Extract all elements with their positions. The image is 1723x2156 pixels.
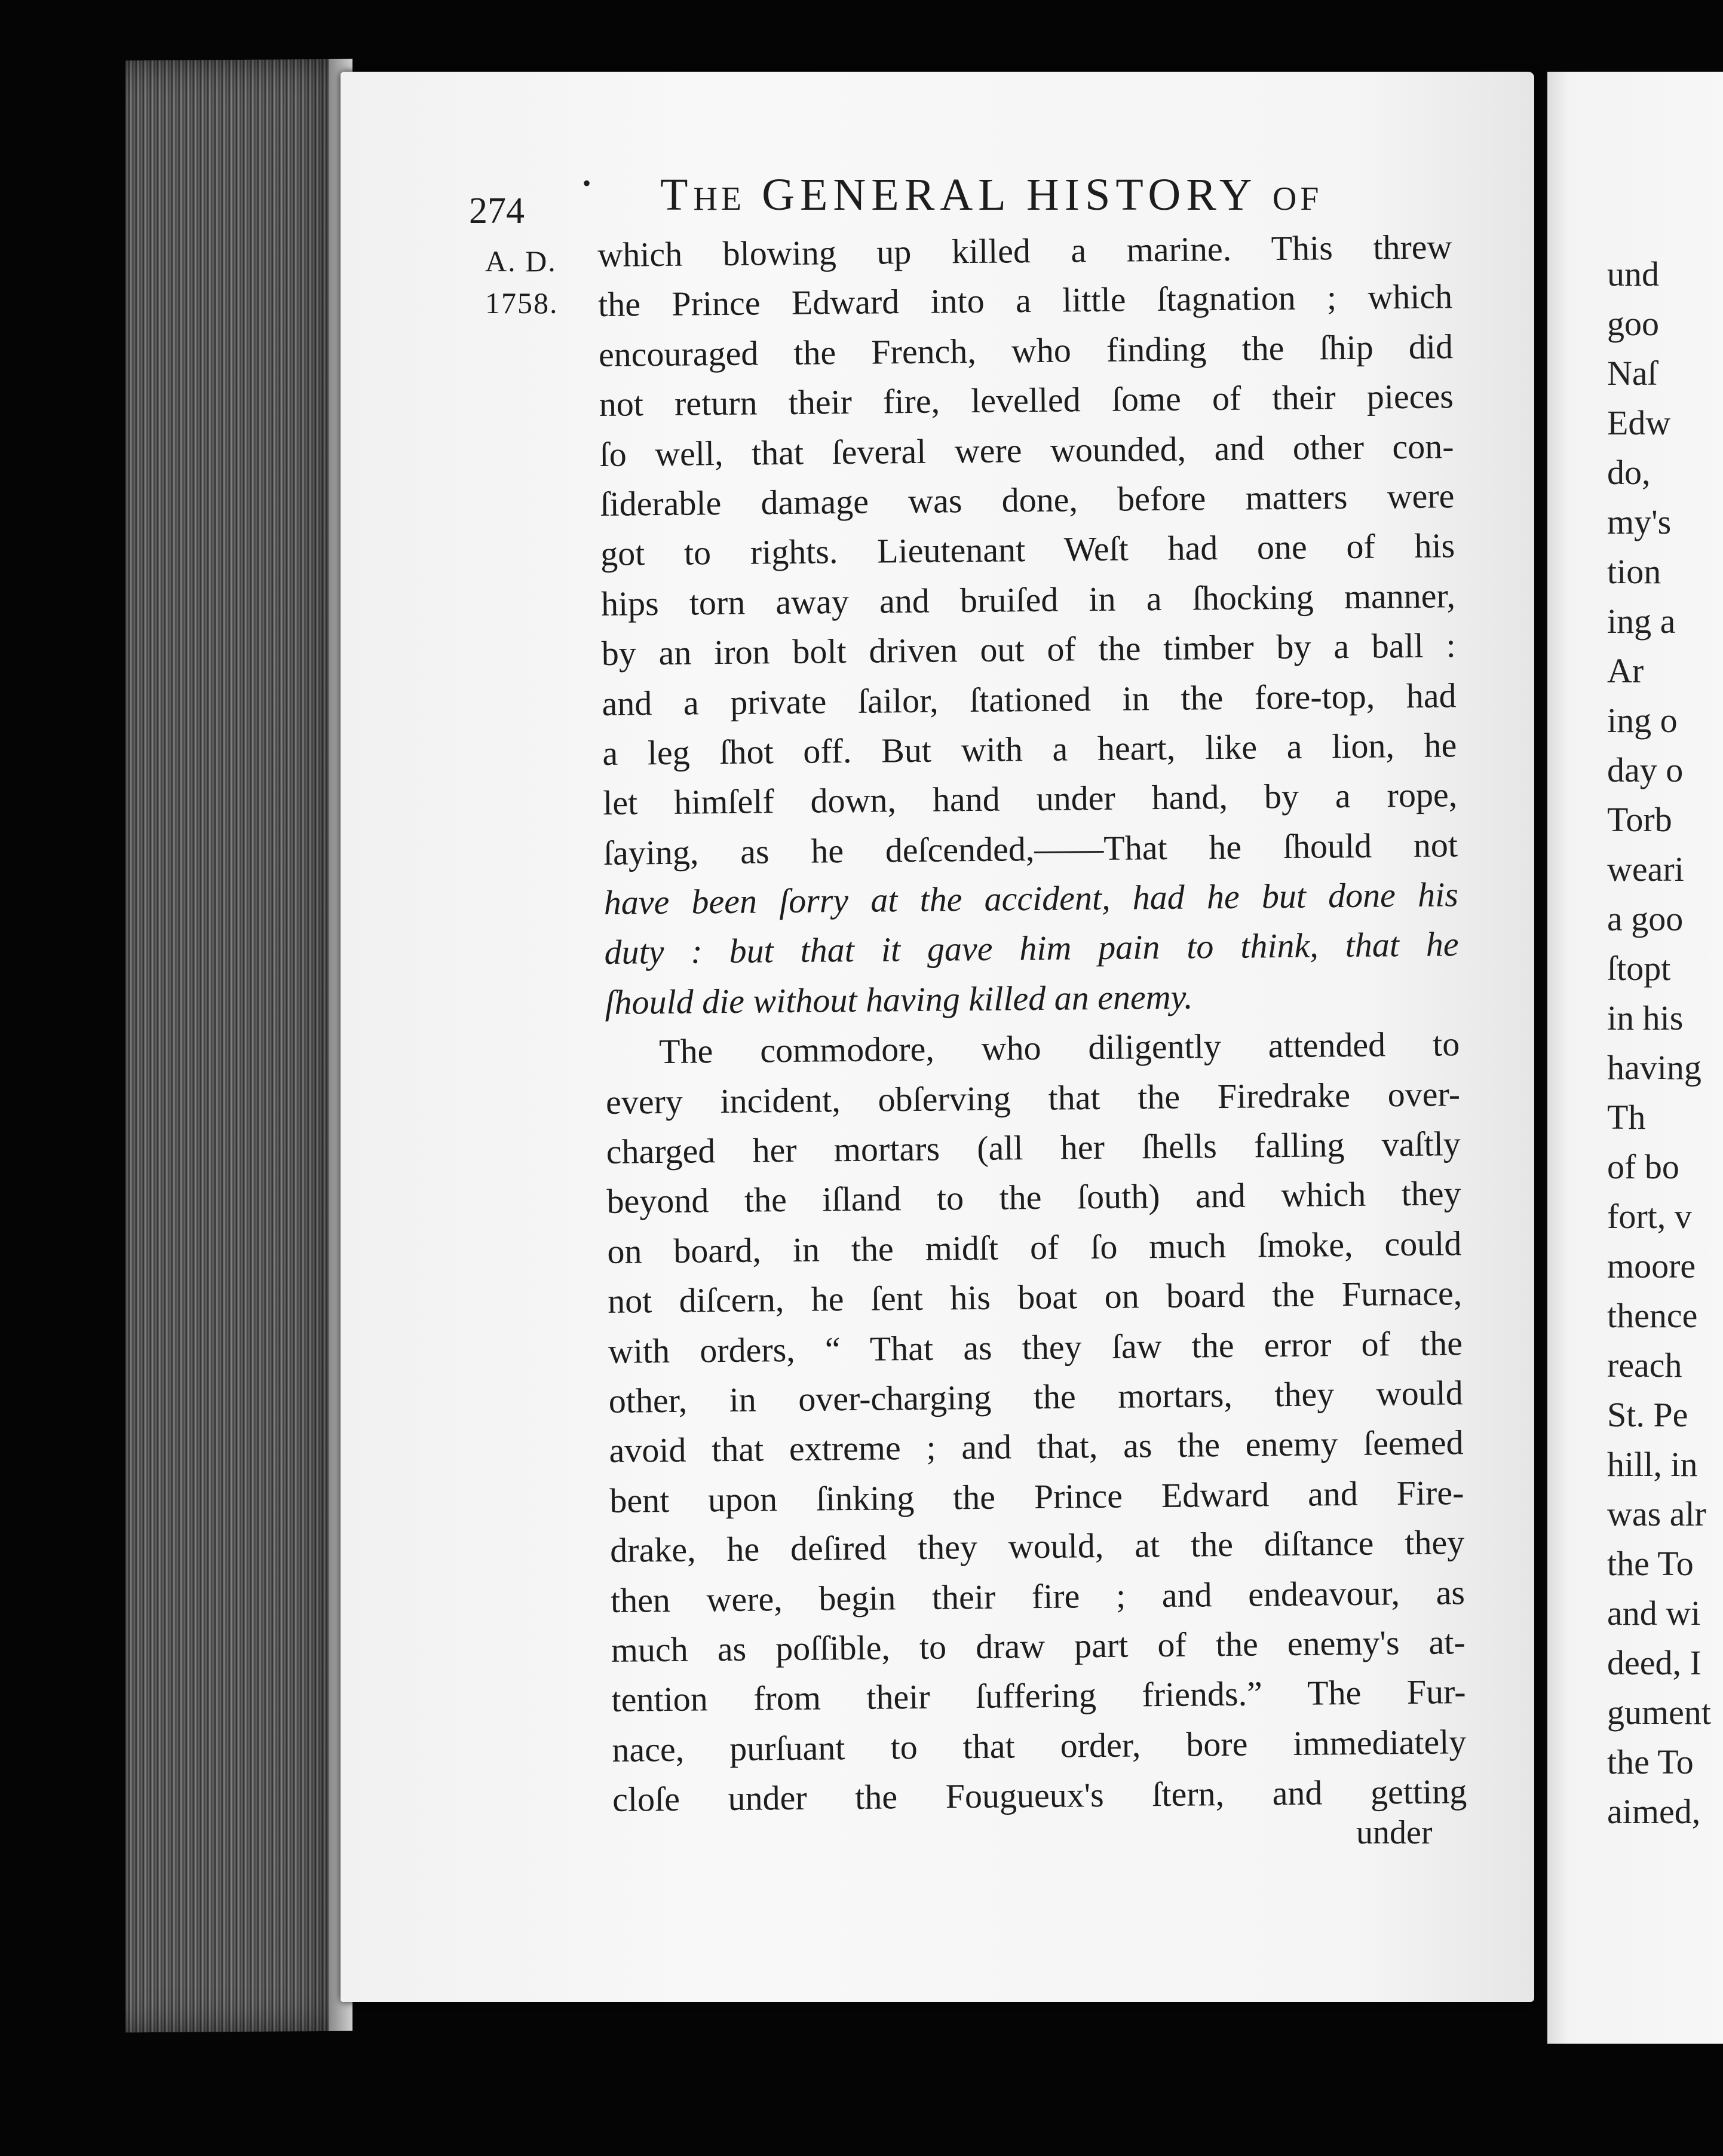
text-line: the Prince Edward into a little ſtagnation ; which <box>597 277 1453 324</box>
facing-page-fragment: ing a <box>1607 602 1676 641</box>
facing-page-fragment: Torb <box>1607 800 1672 839</box>
facing-page-fragment: the To <box>1607 1742 1694 1781</box>
text-line: let himſelf down, hand under hand, by a rope, <box>602 775 1458 823</box>
text-line: ſaying, as he deſcended,——That he ſhould not <box>603 825 1458 872</box>
text-line: drake, he deſired they would, at the diſtance they <box>609 1523 1465 1570</box>
facing-page-fragment: aimed, <box>1607 1792 1701 1831</box>
facing-page-fragment: deed, I <box>1607 1643 1701 1682</box>
text-line: beyond the iſland to the ſouth) and which they <box>606 1174 1461 1221</box>
text-line: a leg ſhot off. But with a heart, like a lion, he <box>602 725 1457 773</box>
facing-page-fragment: St. Pe <box>1607 1395 1688 1434</box>
text-line: tention from their ſuffering friends.” The Fur- <box>611 1672 1466 1720</box>
facing-page-fragment: and wi <box>1607 1594 1701 1633</box>
page-number: 274 <box>469 191 525 231</box>
facing-page <box>1547 72 1723 2044</box>
paragraph-first-line: The commodore, who diligently attended to <box>658 1024 1460 1071</box>
body-text <box>597 222 1467 1824</box>
italic-quote-line: duty : but that it gave him pain to think, that he <box>604 924 1459 972</box>
text-line: then were, begin their fire ; and endeavour, as <box>610 1572 1466 1620</box>
facing-page-fragment: in his <box>1607 999 1684 1037</box>
facing-page-fragment: day o <box>1607 751 1684 789</box>
text-line: nace, purſuant to that order, bore immediately <box>612 1722 1467 1769</box>
facing-page-fragment: goo <box>1607 304 1659 343</box>
italic-quote-line: have been ſorry at the accident, had he but done his <box>603 875 1459 923</box>
text-line: not diſcern, he ſent his boat on board the Furnace, <box>607 1273 1463 1321</box>
text-line: on board, in the midſt of ſo much ſmoke, could <box>607 1224 1462 1271</box>
facing-page-fragment: fort, v <box>1607 1197 1692 1236</box>
running-head-dot: • <box>582 170 597 197</box>
facing-page-fragment: Edw <box>1607 403 1671 442</box>
catchword: under <box>1356 1814 1433 1851</box>
italic-quote-line: ſhould die without having killed an enemy. <box>605 977 1193 1022</box>
facing-page-fragment: my's <box>1607 503 1672 541</box>
margin-note-ad: A. D. <box>485 244 557 278</box>
facing-page-fragment: the To <box>1607 1544 1694 1583</box>
running-head-prefix: T <box>660 170 694 220</box>
text-line: by an iron bolt driven out of the timber by a ball : <box>601 626 1457 673</box>
facing-page-fragment: gument <box>1607 1693 1711 1732</box>
running-head-prefix-smallcaps: HE <box>693 180 746 218</box>
text-line: cloſe under the Fougueux's ſtern, and getting <box>612 1772 1467 1819</box>
book-page-edges <box>125 59 352 2033</box>
facing-page-fragment: und <box>1607 255 1659 293</box>
text-line: charged her mortars (all her ſhells falling vaſtly <box>606 1124 1461 1171</box>
text-line: bent upon ſinking the Prince Edward and Fire- <box>609 1472 1464 1520</box>
facing-page-fragment: of bo <box>1607 1147 1679 1186</box>
facing-page-fragment: Naſ <box>1607 354 1657 393</box>
text-line: every incident, obſerving that the Firedrake over- <box>605 1074 1461 1122</box>
facing-page-fragment: ſtopt <box>1607 949 1671 988</box>
running-head-suffix: OF <box>1272 180 1323 218</box>
text-line: other, in over-charging the mortars, they would <box>608 1373 1464 1420</box>
text-line: much as poſſible, to draw part of the enemy's at- <box>611 1622 1466 1670</box>
running-head-title: GENERAL HISTORY <box>762 170 1256 220</box>
text-line: not return their fire, levelled ſome of their pieces <box>599 376 1454 424</box>
facing-page-fragment: hill, in <box>1607 1445 1698 1484</box>
text-line: ſiderable damage was done, before matters were <box>600 476 1455 523</box>
facing-page-fragment: was alr <box>1607 1494 1706 1533</box>
running-head <box>582 169 1323 221</box>
text-line: with orders, “ That as they ſaw the error of the <box>608 1323 1463 1371</box>
text-line: avoid that extreme ; and that, as the enemy ſeemed <box>609 1423 1464 1471</box>
text-line: and a private ſailor, ſtationed in the fore-top, had <box>602 675 1457 723</box>
text-line: encouraged the French, who finding the ſhip did <box>598 327 1454 374</box>
facing-page-fragment: moore <box>1607 1247 1696 1285</box>
text-line: hips torn away and bruiſed in a ſhocking manner, <box>600 575 1456 623</box>
text-line: ſo well, that ſeveral were wounded, and other con- <box>599 426 1454 474</box>
facing-page-fragment: Ar <box>1607 651 1644 690</box>
margin-note-year: 1758. <box>485 286 559 320</box>
facing-page-fragment: weari <box>1607 850 1684 889</box>
facing-page-fragment: ing o <box>1607 701 1678 740</box>
text-line: which blowing up killed a marine. This threw <box>597 227 1452 274</box>
text-line: got to rights. Lieutenant Weſt had one of his <box>600 526 1455 574</box>
facing-page-fragment: reach <box>1607 1346 1682 1385</box>
facing-page-fragment: having <box>1607 1048 1701 1087</box>
facing-page-fragment: Th <box>1607 1098 1646 1137</box>
facing-page-fragment: thence <box>1607 1296 1698 1335</box>
facing-page-fragment: a goo <box>1607 899 1684 938</box>
facing-page-fragment: do, <box>1607 453 1651 492</box>
facing-page-fragment: tion <box>1607 552 1661 591</box>
